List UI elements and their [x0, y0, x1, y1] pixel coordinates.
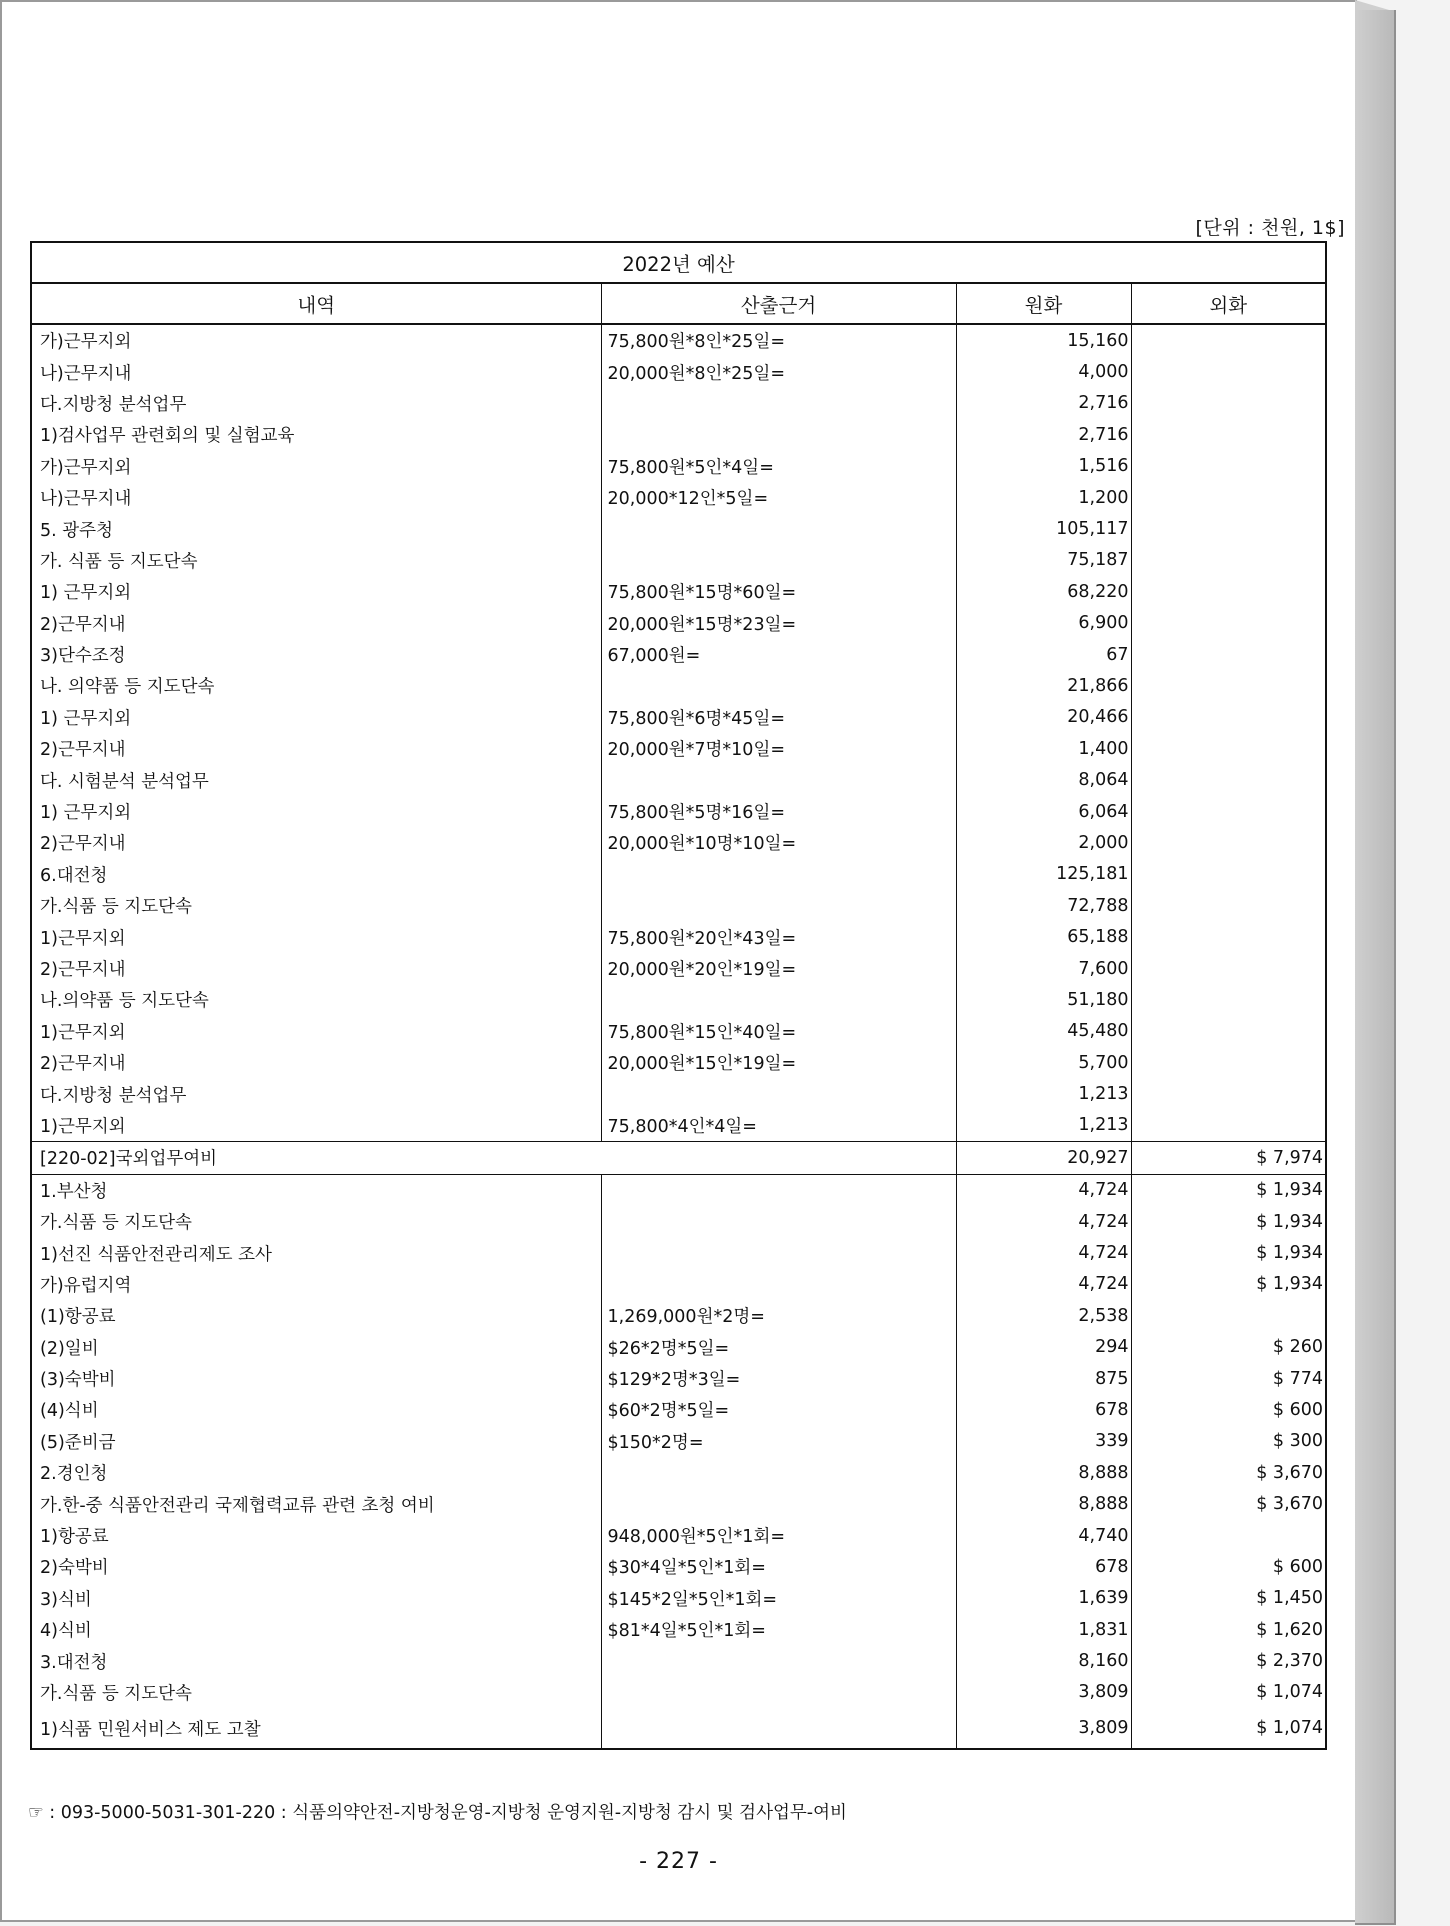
row-krw-amount: 65,188: [956, 921, 1131, 952]
row-basis: [601, 1708, 956, 1749]
row-foreign-amount: [1131, 1047, 1326, 1078]
table-row: [31, 1520, 1326, 1551]
row-description: 가)유럽지역: [31, 1269, 601, 1300]
row-krw-amount: 6,064: [956, 796, 1131, 827]
year-header: 2022년 예산: [31, 242, 1326, 283]
row-description: 가.한-중 식품안전관리 국제협력교류 관련 초청 여비: [31, 1488, 601, 1519]
row-basis: 75,800원*15인*40일=: [601, 1016, 956, 1047]
row-basis: 67,000원=: [601, 639, 956, 670]
row-foreign-amount: [1131, 702, 1326, 733]
row-krw-amount: 1,516: [956, 451, 1131, 482]
row-foreign-amount: [1131, 513, 1326, 544]
row-description: 다.지방청 분석업무: [31, 1078, 601, 1109]
row-foreign-amount: [1131, 796, 1326, 827]
row-krw-amount: 1,213: [956, 1078, 1131, 1109]
row-basis: 20,000원*7명*10일=: [601, 733, 956, 764]
table-row: [31, 639, 1326, 670]
row-description: 1)식품 민원서비스 제도 고찰: [31, 1708, 601, 1749]
row-basis: 75,800원*15명*60일=: [601, 576, 956, 607]
table-row: [31, 1078, 1326, 1109]
table-row: [31, 702, 1326, 733]
table-row: [31, 859, 1326, 890]
row-basis: $30*4일*5인*1회=: [601, 1551, 956, 1582]
row-basis: [601, 419, 956, 450]
table-row: [31, 827, 1326, 858]
row-basis: [601, 670, 956, 701]
page-stack-edge: [1355, 10, 1396, 1925]
row-foreign-amount: [1131, 451, 1326, 482]
row-basis: 1,269,000원*2명=: [601, 1300, 956, 1331]
table-row: [31, 921, 1326, 952]
table-row: [31, 1614, 1326, 1645]
table-row: [31, 1677, 1326, 1708]
row-description: 2)근무지내: [31, 733, 601, 764]
row-description: 1) 근무지외: [31, 576, 601, 607]
row-foreign-amount: [1131, 670, 1326, 701]
row-basis: $145*2일*5인*1회=: [601, 1583, 956, 1614]
row-krw-amount: 21,866: [956, 670, 1131, 701]
row-basis: 20,000원*10명*10일=: [601, 827, 956, 858]
column-header-krw: 원화: [956, 283, 1131, 324]
row-krw-amount: 678: [956, 1394, 1131, 1425]
table-row: [31, 1457, 1326, 1488]
row-description: 2)근무지내: [31, 953, 601, 984]
row-krw-amount: 1,213: [956, 1110, 1131, 1142]
row-description: 1)검사업무 관련회의 및 실험교육: [31, 419, 601, 450]
row-description: 5. 광주청: [31, 513, 601, 544]
budget-code-footnote: ☞ : 093-5000-5031-301-220 : 식품의약안전-지방청운영-지방청 운영지원-지방청 감시 및 검사업무-여비: [28, 1803, 847, 1823]
row-basis: 20,000원*15명*23일=: [601, 608, 956, 639]
table-row: [31, 670, 1326, 701]
row-description: 1)근무지외: [31, 1110, 601, 1142]
row-description: 1)항공료: [31, 1520, 601, 1551]
row-krw-amount: 105,117: [956, 513, 1131, 544]
row-description: 3.대전청: [31, 1645, 601, 1676]
row-basis: [601, 1206, 956, 1237]
table-row: [31, 1016, 1326, 1047]
row-description: [220-02]국외업무여비: [31, 1142, 956, 1174]
row-basis: 75,800원*5인*4일=: [601, 451, 956, 482]
row-krw-amount: 4,724: [956, 1237, 1131, 1268]
row-description: 1)근무지외: [31, 1016, 601, 1047]
budget-table: [30, 241, 1327, 1750]
table-row: [31, 1708, 1326, 1749]
table-row: [31, 1394, 1326, 1425]
row-foreign-amount: $ 3,670: [1131, 1457, 1326, 1488]
row-foreign-amount: [1131, 733, 1326, 764]
row-foreign-amount: [1131, 890, 1326, 921]
row-krw-amount: 8,888: [956, 1488, 1131, 1519]
row-basis: 20,000원*15인*19일=: [601, 1047, 956, 1078]
row-description: 나.의약품 등 지도단속: [31, 984, 601, 1015]
row-description: 2)숙박비: [31, 1551, 601, 1582]
table-row: [31, 1488, 1326, 1519]
row-foreign-amount: $ 300: [1131, 1426, 1326, 1457]
row-foreign-amount: [1131, 545, 1326, 576]
table-row: [31, 545, 1326, 576]
row-foreign-amount: $ 1,934: [1131, 1206, 1326, 1237]
table-row: [31, 482, 1326, 513]
row-description: 가.식품 등 지도단속: [31, 1677, 601, 1708]
row-basis: [601, 1677, 956, 1708]
row-krw-amount: 4,724: [956, 1174, 1131, 1206]
unit-label: [단위 : 천원, 1$]: [1195, 217, 1345, 239]
column-header-foreign: 외화: [1131, 283, 1326, 324]
row-foreign-amount: $ 7,974: [1131, 1142, 1326, 1174]
row-basis: [601, 513, 956, 544]
row-krw-amount: 1,831: [956, 1614, 1131, 1645]
row-krw-amount: 8,888: [956, 1457, 1131, 1488]
row-foreign-amount: [1131, 388, 1326, 419]
row-foreign-amount: [1131, 953, 1326, 984]
row-foreign-amount: [1131, 639, 1326, 670]
row-krw-amount: 678: [956, 1551, 1131, 1582]
row-foreign-amount: $ 1,934: [1131, 1269, 1326, 1300]
row-foreign-amount: $ 1,074: [1131, 1677, 1326, 1708]
row-krw-amount: 8,064: [956, 764, 1131, 795]
table-row: [31, 513, 1326, 544]
row-krw-amount: 5,700: [956, 1047, 1131, 1078]
table-row: [31, 796, 1326, 827]
table-row: [31, 1426, 1326, 1457]
row-description: 2)근무지내: [31, 1047, 601, 1078]
table-row: [31, 764, 1326, 795]
row-description: (3)숙박비: [31, 1363, 601, 1394]
table-row: [31, 1269, 1326, 1300]
row-basis: 20,000원*8인*25일=: [601, 356, 956, 387]
row-description: 4)식비: [31, 1614, 601, 1645]
row-foreign-amount: [1131, 324, 1326, 356]
table-row: [31, 1551, 1326, 1582]
row-foreign-amount: $ 2,370: [1131, 1645, 1326, 1676]
row-krw-amount: 4,740: [956, 1520, 1131, 1551]
row-description: (2)일비: [31, 1332, 601, 1363]
row-description: 가.식품 등 지도단속: [31, 1206, 601, 1237]
column-header-basis: 산출근거: [601, 283, 956, 324]
table-row: [31, 984, 1326, 1015]
table-row: [31, 1110, 1326, 1142]
column-header-description: 내역: [31, 283, 601, 324]
row-foreign-amount: [1131, 1300, 1326, 1331]
table-row: [31, 1142, 1326, 1174]
row-basis: [601, 1269, 956, 1300]
row-basis: [601, 859, 956, 890]
row-krw-amount: 4,724: [956, 1269, 1131, 1300]
row-foreign-amount: $ 1,074: [1131, 1708, 1326, 1749]
row-krw-amount: 8,160: [956, 1645, 1131, 1676]
row-description: (5)준비금: [31, 1426, 601, 1457]
row-description: 6.대전청: [31, 859, 601, 890]
row-basis: 20,000*12인*5일=: [601, 482, 956, 513]
table-row: [31, 324, 1326, 356]
row-krw-amount: 1,639: [956, 1583, 1131, 1614]
row-description: 1) 근무지외: [31, 796, 601, 827]
row-basis: [601, 1457, 956, 1488]
row-krw-amount: 3,809: [956, 1677, 1131, 1708]
row-foreign-amount: [1131, 482, 1326, 513]
row-description: 1) 근무지외: [31, 702, 601, 733]
row-description: (1)항공료: [31, 1300, 601, 1331]
row-krw-amount: 72,788: [956, 890, 1131, 921]
row-description: 나)근무지내: [31, 356, 601, 387]
row-basis: [601, 545, 956, 576]
table-row: [31, 1237, 1326, 1268]
row-foreign-amount: [1131, 921, 1326, 952]
row-foreign-amount: [1131, 356, 1326, 387]
row-foreign-amount: $ 774: [1131, 1363, 1326, 1394]
row-krw-amount: 20,466: [956, 702, 1131, 733]
row-krw-amount: 20,927: [956, 1142, 1131, 1174]
row-krw-amount: 1,400: [956, 733, 1131, 764]
row-basis: 75,800원*20인*43일=: [601, 921, 956, 952]
table-row: [31, 1047, 1326, 1078]
row-krw-amount: 68,220: [956, 576, 1131, 607]
row-description: 2)근무지내: [31, 827, 601, 858]
row-basis: 75,800원*8인*25일=: [601, 324, 956, 356]
table-row: [31, 576, 1326, 607]
row-foreign-amount: $ 1,620: [1131, 1614, 1326, 1645]
row-description: 나. 의약품 등 지도단속: [31, 670, 601, 701]
row-basis: [601, 388, 956, 419]
row-basis: [601, 890, 956, 921]
row-description: 가)근무지외: [31, 324, 601, 356]
row-basis: 75,800원*5명*16일=: [601, 796, 956, 827]
row-description: 다. 시험분석 분석업무: [31, 764, 601, 795]
table-row: [31, 733, 1326, 764]
table-row: [31, 1174, 1326, 1206]
table-row: [31, 1300, 1326, 1331]
row-foreign-amount: [1131, 827, 1326, 858]
row-basis: 75,800원*6명*45일=: [601, 702, 956, 733]
table-row: [31, 356, 1326, 387]
row-description: 3)단수조정: [31, 639, 601, 670]
table-row: [31, 1363, 1326, 1394]
row-foreign-amount: [1131, 764, 1326, 795]
row-basis: [601, 1174, 956, 1206]
row-krw-amount: 6,900: [956, 608, 1131, 639]
row-description: 가)근무지외: [31, 451, 601, 482]
row-basis: 75,800*4인*4일=: [601, 1110, 956, 1142]
row-krw-amount: 2,538: [956, 1300, 1131, 1331]
row-krw-amount: 15,160: [956, 324, 1131, 356]
row-krw-amount: 2,000: [956, 827, 1131, 858]
row-basis: [601, 1078, 956, 1109]
row-basis: $129*2명*3일=: [601, 1363, 956, 1394]
row-foreign-amount: [1131, 419, 1326, 450]
row-krw-amount: 67: [956, 639, 1131, 670]
row-krw-amount: 2,716: [956, 388, 1131, 419]
row-description: 가.식품 등 지도단속: [31, 890, 601, 921]
row-foreign-amount: [1131, 984, 1326, 1015]
row-krw-amount: 51,180: [956, 984, 1131, 1015]
page-number: - 227 -: [639, 1849, 718, 1874]
table-row: [31, 419, 1326, 450]
row-basis: $81*4일*5인*1회=: [601, 1614, 956, 1645]
row-foreign-amount: $ 260: [1131, 1332, 1326, 1363]
row-krw-amount: 7,600: [956, 953, 1131, 984]
row-description: 1)근무지외: [31, 921, 601, 952]
row-basis: 20,000원*20인*19일=: [601, 953, 956, 984]
row-description: (4)식비: [31, 1394, 601, 1425]
row-foreign-amount: [1131, 859, 1326, 890]
row-foreign-amount: $ 3,670: [1131, 1488, 1326, 1519]
row-description: 나)근무지내: [31, 482, 601, 513]
row-foreign-amount: $ 1,450: [1131, 1583, 1326, 1614]
row-description: 2)근무지내: [31, 608, 601, 639]
row-krw-amount: 2,716: [956, 419, 1131, 450]
row-foreign-amount: [1131, 608, 1326, 639]
row-description: 다.지방청 분석업무: [31, 388, 601, 419]
row-basis: [601, 764, 956, 795]
row-description: 1)선진 식품안전관리제도 조사: [31, 1237, 601, 1268]
row-krw-amount: 1,200: [956, 482, 1131, 513]
row-basis: $26*2명*5일=: [601, 1332, 956, 1363]
row-foreign-amount: $ 1,934: [1131, 1237, 1326, 1268]
row-krw-amount: 125,181: [956, 859, 1131, 890]
table-row: [31, 608, 1326, 639]
row-foreign-amount: $ 600: [1131, 1551, 1326, 1582]
row-basis: $60*2명*5일=: [601, 1394, 956, 1425]
table-row: [31, 451, 1326, 482]
table-row: [31, 890, 1326, 921]
row-foreign-amount: $ 1,934: [1131, 1174, 1326, 1206]
row-foreign-amount: [1131, 1520, 1326, 1551]
row-foreign-amount: [1131, 1110, 1326, 1142]
row-description: 2.경인청: [31, 1457, 601, 1488]
row-basis: [601, 1237, 956, 1268]
table-row: [31, 1583, 1326, 1614]
row-basis: $150*2명=: [601, 1426, 956, 1457]
row-krw-amount: 339: [956, 1426, 1131, 1457]
row-description: 가. 식품 등 지도단속: [31, 545, 601, 576]
row-krw-amount: 45,480: [956, 1016, 1131, 1047]
row-description: 1.부산청: [31, 1174, 601, 1206]
table-row: [31, 1332, 1326, 1363]
row-krw-amount: 75,187: [956, 545, 1131, 576]
table-row: [31, 388, 1326, 419]
row-basis: 948,000원*5인*1회=: [601, 1520, 956, 1551]
row-foreign-amount: $ 600: [1131, 1394, 1326, 1425]
budget-table-body: [31, 324, 1326, 1749]
row-description: 3)식비: [31, 1583, 601, 1614]
row-krw-amount: 875: [956, 1363, 1131, 1394]
table-row: [31, 1645, 1326, 1676]
row-foreign-amount: [1131, 1016, 1326, 1047]
row-foreign-amount: [1131, 576, 1326, 607]
table-row: [31, 1206, 1326, 1237]
row-foreign-amount: [1131, 1078, 1326, 1109]
row-krw-amount: 4,000: [956, 356, 1131, 387]
row-krw-amount: 3,809: [956, 1708, 1131, 1749]
table-row: [31, 953, 1326, 984]
row-basis: [601, 984, 956, 1015]
row-krw-amount: 4,724: [956, 1206, 1131, 1237]
row-basis: [601, 1645, 956, 1676]
row-krw-amount: 294: [956, 1332, 1131, 1363]
row-basis: [601, 1488, 956, 1519]
